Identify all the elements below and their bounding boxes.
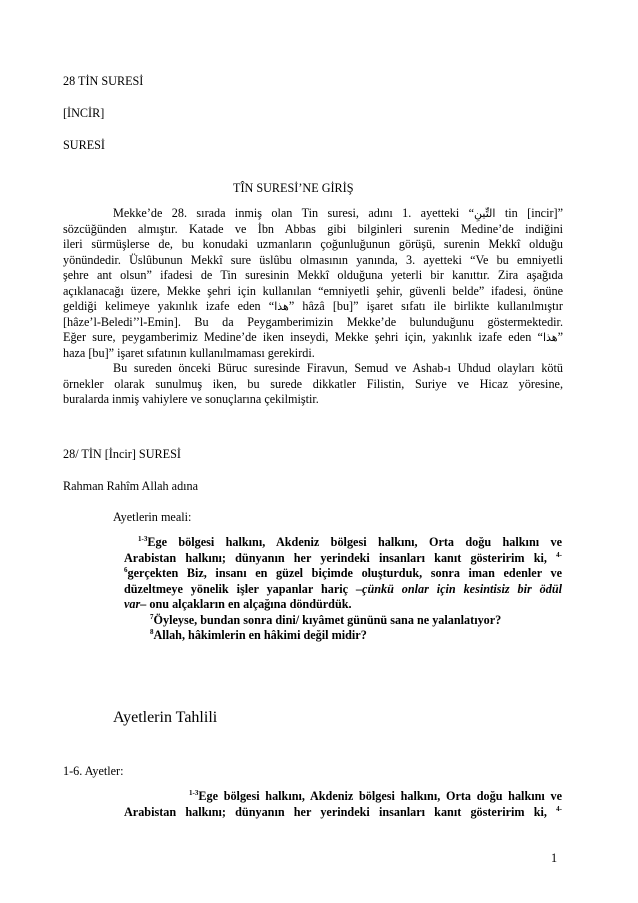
verse-4-6-line-3: var– onu alçakların en alçağına döndürdük. — [124, 597, 352, 611]
verse-7: $^7$Öyleyse, bundan sonra dini/ kıyâmet gününü sana ne yalanlatıyor? — [150, 612, 502, 627]
verse-8: $^8$Allah, hâkimlerin en hâkimi değil midir? — [150, 628, 367, 642]
intro-p1-line: şehre ant olsun” ifadesi de Tin suresinin Mekkî olduğuna yeterli bir kanıttır. Zira aşağıda — [63, 268, 563, 282]
intro-p1-line: yönündedir. Üslûbunun Mekkî sure üslûbu olmasının yanında, 3. ayetteki “Ve bu emniyetli — [63, 252, 563, 267]
arabic-word-haza: هذا — [274, 300, 289, 313]
intro-p1-line: sözcüğünden almıştır. Katade ve İbn Abbas gibi bilginleri surenin Medine’de indiğini — [63, 221, 563, 236]
intro-p2-line: buralarda inmiş vahiylere ve sonuçlarına çekilmiştir. — [63, 392, 319, 406]
arabic-word-tin: التِّينِ — [474, 207, 496, 220]
intro-paragraph-1 — [63, 206, 563, 361]
intro-p1-line: Mekke’de 28. sırada inmiş olan Tin suresi, adını 1. ayetteki “التِّينِ tin [incir]” — [113, 206, 563, 220]
intro-p1-line: açıklanacağı üzere, Mekke şehri için kullanılan “emniyetli şehir, güvenli belde” ifadesi, önüne — [63, 283, 563, 298]
tahlil-title: Ayetlerin Tahlili — [113, 709, 218, 726]
intro-paragraph-2 — [63, 361, 563, 408]
arabic-word-haza-2: هذا — [542, 331, 558, 344]
tahlil-verse-line-1: $^{1-3}$Ege bölgesi halkını, Akdeniz bölgesi halkını, Orta doğu halkını ve — [189, 789, 562, 803]
intro-p1-line: ileri sürmüşlerse de, bu konudaki uzmanların çoğunluğunun görüşü, surenin Mekkî olduğu — [63, 237, 563, 251]
header-line-2: [İNCİR] — [63, 106, 105, 120]
verse-1-3-line-1: $^{1-3}$Ege bölgesi halkını, Akdeniz bölgesi halkını, Orta doğu halkını ve — [138, 535, 562, 549]
header-line-1: 28 TİN SURESİ — [63, 74, 144, 88]
meal-label: Ayetlerin meali: — [113, 510, 192, 524]
intro-p2-line: örnekler olarak sunulmuş iken, bu surede dikkatler Filistin, Suriye ve Hicaz yöresine, — [63, 376, 563, 391]
basmala: Rahman Rahîm Allah adına — [63, 479, 199, 493]
intro-p2-line: Bu sureden önceki Büruc suresinde Firavun, Semud ve Ashab-ı Uhdud olayları kötü — [113, 361, 563, 375]
verse-4-6-line-1: $^6$gerçekten Biz, insanı en güzel biçimde oluşturduk, sonra iman edenler ve — [124, 566, 562, 580]
page-number: 1 — [551, 851, 558, 865]
tahlil-verses-block — [124, 789, 562, 820]
intro-p1-line: geldiği kelimeye yakınlık izafe eden “هذا” hâzâ [bu]” işaret sıfatı ile birlikte kullanılmıştır — [63, 299, 563, 313]
intro-p1-line: haza [bu]” işaret sıfatının kullanılmaması gerekirdi. — [63, 345, 315, 360]
header-line-3: SURESİ — [63, 138, 105, 152]
intro-p1-line: [hâze’l-Beledi’’l-Emin]. Bu da Peygamberimizin Mekke’de bulunduğunu göstermektedir. — [63, 314, 563, 329]
verses-block — [124, 535, 562, 644]
intro-title: TÎN SURESİ’NE GİRİŞ — [233, 181, 354, 195]
intro-p1-line: Eğer sure, peygamberimiz Medine’de iken inseydi, Mekke şehri için, yakınlık izafe eden “هذا” — [63, 330, 563, 344]
ayetler-label: 1-6. Ayetler: — [63, 764, 124, 778]
tahlil-verse-line-2: Arabistan halkını; dünyanın her yerindeki insanları kanıt gösteririm ki, $^{4-}$ — [124, 804, 563, 819]
verse-4-6-line-2: düzeltmeye yönelik işler yapanlar hariç –çünkü onlar için kesintisiz bir ödül — [124, 581, 562, 596]
section-title: 28/ TİN [İncir] SURESİ — [63, 447, 181, 461]
verse-1-3-line-2: Arabistan halkını; dünyanın her yerindeki insanları kanıt gösteririm ki, $^{4-}$ — [124, 550, 563, 565]
